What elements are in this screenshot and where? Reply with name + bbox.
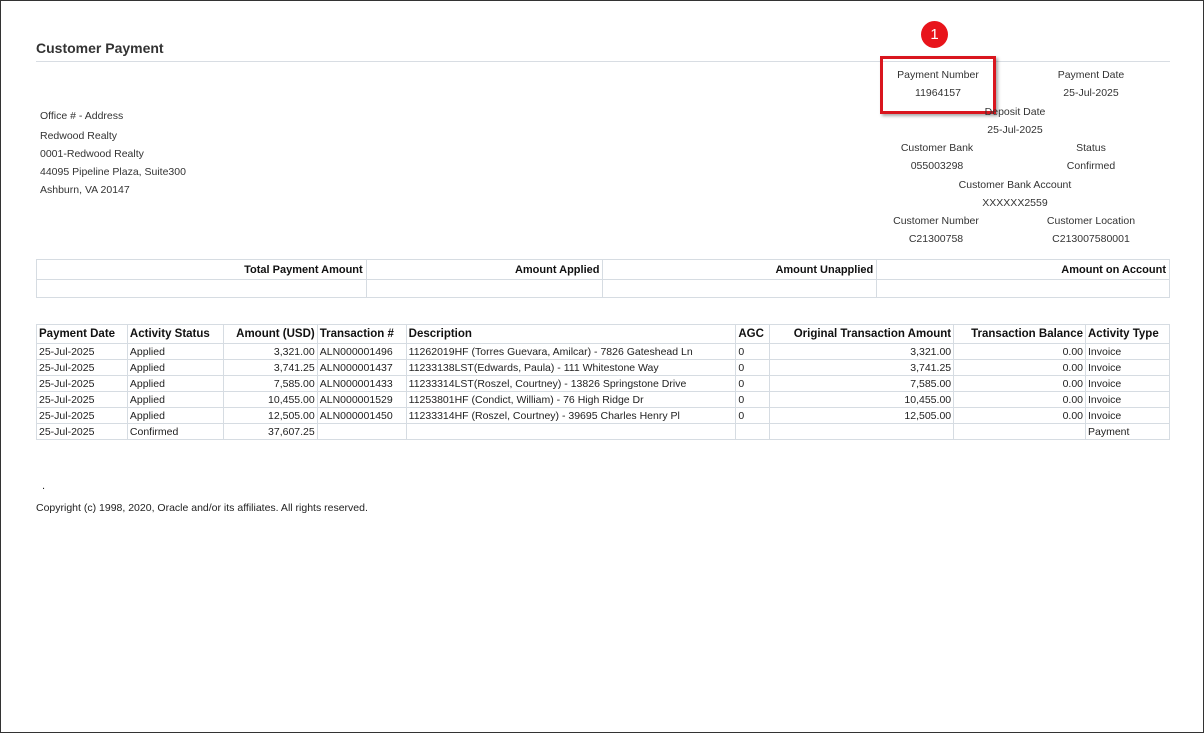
transaction-number-cell: ALN000001496 (317, 344, 406, 360)
original-amount-cell: 7,585.00 (770, 376, 954, 392)
footer-dot: . (42, 480, 46, 492)
transaction-number-cell (317, 424, 406, 440)
address-line: Ashburn, VA 20147 (40, 184, 130, 196)
balance-cell: 0.00 (954, 408, 1086, 424)
col-transaction-balance: Transaction Balance (954, 325, 1086, 344)
description-cell: 11233314HF (Roszel, Courtney) - 39695 Charles Henry Pl (406, 408, 736, 424)
col-description: Description (406, 325, 736, 344)
activity-type-cell: Payment (1086, 424, 1170, 440)
amount-cell: 37,607.25 (223, 424, 317, 440)
balance-cell: 0.00 (954, 360, 1086, 376)
transaction-number-cell: ALN000001450 (317, 408, 406, 424)
description-cell (406, 424, 736, 440)
col-payment-date: Payment Date (37, 325, 128, 344)
payment-date-cell: 25-Jul-2025 (37, 360, 128, 376)
address-line: 0001-Redwood Realty (40, 148, 144, 160)
payment-date-value: 25-Jul-2025 (1063, 87, 1119, 99)
transaction-number-cell: ALN000001529 (317, 392, 406, 408)
customer-location-label: Customer Location (1046, 215, 1136, 227)
col-amount-usd: Amount (USD) (223, 325, 317, 344)
deposit-date-label: Deposit Date (984, 106, 1046, 118)
address-heading: Office # - Address (40, 110, 124, 122)
title-divider (36, 61, 1170, 62)
amount-cell: 3,741.25 (223, 360, 317, 376)
amount-unapplied-cell (603, 280, 877, 298)
payment-date-cell: 25-Jul-2025 (37, 392, 128, 408)
balance-cell (954, 424, 1086, 440)
activity-status-cell: Applied (127, 376, 223, 392)
agc-cell: 0 (736, 360, 770, 376)
original-amount-cell: 3,741.25 (770, 360, 954, 376)
description-cell: 11262019HF (Torres Guevara, Amilcar) - 7826 Gateshead Ln (406, 344, 736, 360)
payment-date-cell: 25-Jul-2025 (37, 344, 128, 360)
total-payment-amount-header: Total Payment Amount (37, 260, 367, 280)
activity-status-cell: Applied (127, 392, 223, 408)
description-cell: 11233138LST(Edwards, Paula) - 111 Whitestone Way (406, 360, 736, 376)
original-amount-cell: 10,455.00 (770, 392, 954, 408)
payment-date-cell: 25-Jul-2025 (37, 424, 128, 440)
agc-cell: 0 (736, 376, 770, 392)
status-value: Confirmed (1066, 160, 1116, 172)
address-line: Redwood Realty (40, 130, 118, 142)
customer-number-label: Customer Number (893, 215, 979, 227)
amount-unapplied-header: Amount Unapplied (603, 260, 877, 280)
totals-table (36, 259, 1170, 298)
customer-bank-label: Customer Bank (900, 142, 974, 154)
description-cell: 11233314LST(Roszel, Courtney) - 13826 Springstone Drive (406, 376, 736, 392)
balance-cell: 0.00 (954, 392, 1086, 408)
amount-on-account-cell (877, 280, 1170, 298)
table-row (37, 424, 1170, 440)
copyright-text: Copyright (c) 1998, 2020, Oracle and/or its affiliates. All rights reserved. (36, 502, 368, 514)
amount-cell: 12,505.00 (223, 408, 317, 424)
customer-number-value: C21300758 (908, 233, 964, 245)
activity-status-cell: Confirmed (127, 424, 223, 440)
payment-date-label: Payment Date (1057, 69, 1125, 81)
activity-status-cell: Applied (127, 360, 223, 376)
table-row (37, 376, 1170, 392)
page-title: Customer Payment (36, 40, 164, 56)
activity-table (36, 324, 1170, 440)
col-activity-status: Activity Status (127, 325, 223, 344)
transaction-number-cell: ALN000001437 (317, 360, 406, 376)
status-label: Status (1076, 142, 1106, 154)
original-amount-cell: 12,505.00 (770, 408, 954, 424)
table-row (37, 408, 1170, 424)
activity-type-cell: Invoice (1086, 360, 1170, 376)
amount-cell: 10,455.00 (223, 392, 317, 408)
balance-cell: 0.00 (954, 344, 1086, 360)
balance-cell: 0.00 (954, 376, 1086, 392)
amount-cell: 7,585.00 (223, 376, 317, 392)
agc-cell (736, 424, 770, 440)
activity-type-cell: Invoice (1086, 376, 1170, 392)
customer-location-value: C213007580001 (1052, 233, 1130, 245)
col-original-transaction-amount: Original Transaction Amount (770, 325, 954, 344)
activity-type-cell: Invoice (1086, 344, 1170, 360)
activity-status-cell: Applied (127, 344, 223, 360)
agc-cell: 0 (736, 392, 770, 408)
table-row (37, 360, 1170, 376)
payment-date-cell: 25-Jul-2025 (37, 376, 128, 392)
total-payment-amount-cell (37, 280, 367, 298)
deposit-date-value: 25-Jul-2025 (987, 124, 1043, 136)
payment-number-value: 11964157 (915, 87, 961, 99)
transaction-number-cell: ALN000001433 (317, 376, 406, 392)
col-agc: AGC (736, 325, 770, 344)
table-row (37, 392, 1170, 408)
original-amount-cell: 3,321.00 (770, 344, 954, 360)
amount-cell: 3,321.00 (223, 344, 317, 360)
step-badge: 1 (921, 21, 948, 48)
amount-applied-cell (366, 280, 603, 298)
col-activity-type: Activity Type (1086, 325, 1170, 344)
activity-type-cell: Invoice (1086, 408, 1170, 424)
payment-number-label: Payment Number (897, 69, 979, 81)
payment-date-cell: 25-Jul-2025 (37, 408, 128, 424)
agc-cell: 0 (736, 408, 770, 424)
col-transaction-number: Transaction # (317, 325, 406, 344)
bank-account-label: Customer Bank Account (958, 179, 1072, 191)
table-row (37, 344, 1170, 360)
original-amount-cell (770, 424, 954, 440)
address-line: 44095 Pipeline Plaza, Suite300 (40, 166, 186, 178)
bank-account-value: XXXXXX2559 (982, 197, 1048, 209)
amount-on-account-header: Amount on Account (877, 260, 1170, 280)
agc-cell: 0 (736, 344, 770, 360)
activity-status-cell: Applied (127, 408, 223, 424)
customer-bank-value: 055003298 (910, 160, 964, 172)
amount-applied-header: Amount Applied (366, 260, 603, 280)
description-cell: 11253801HF (Condict, William) - 76 High Ridge Dr (406, 392, 736, 408)
activity-type-cell: Invoice (1086, 392, 1170, 408)
